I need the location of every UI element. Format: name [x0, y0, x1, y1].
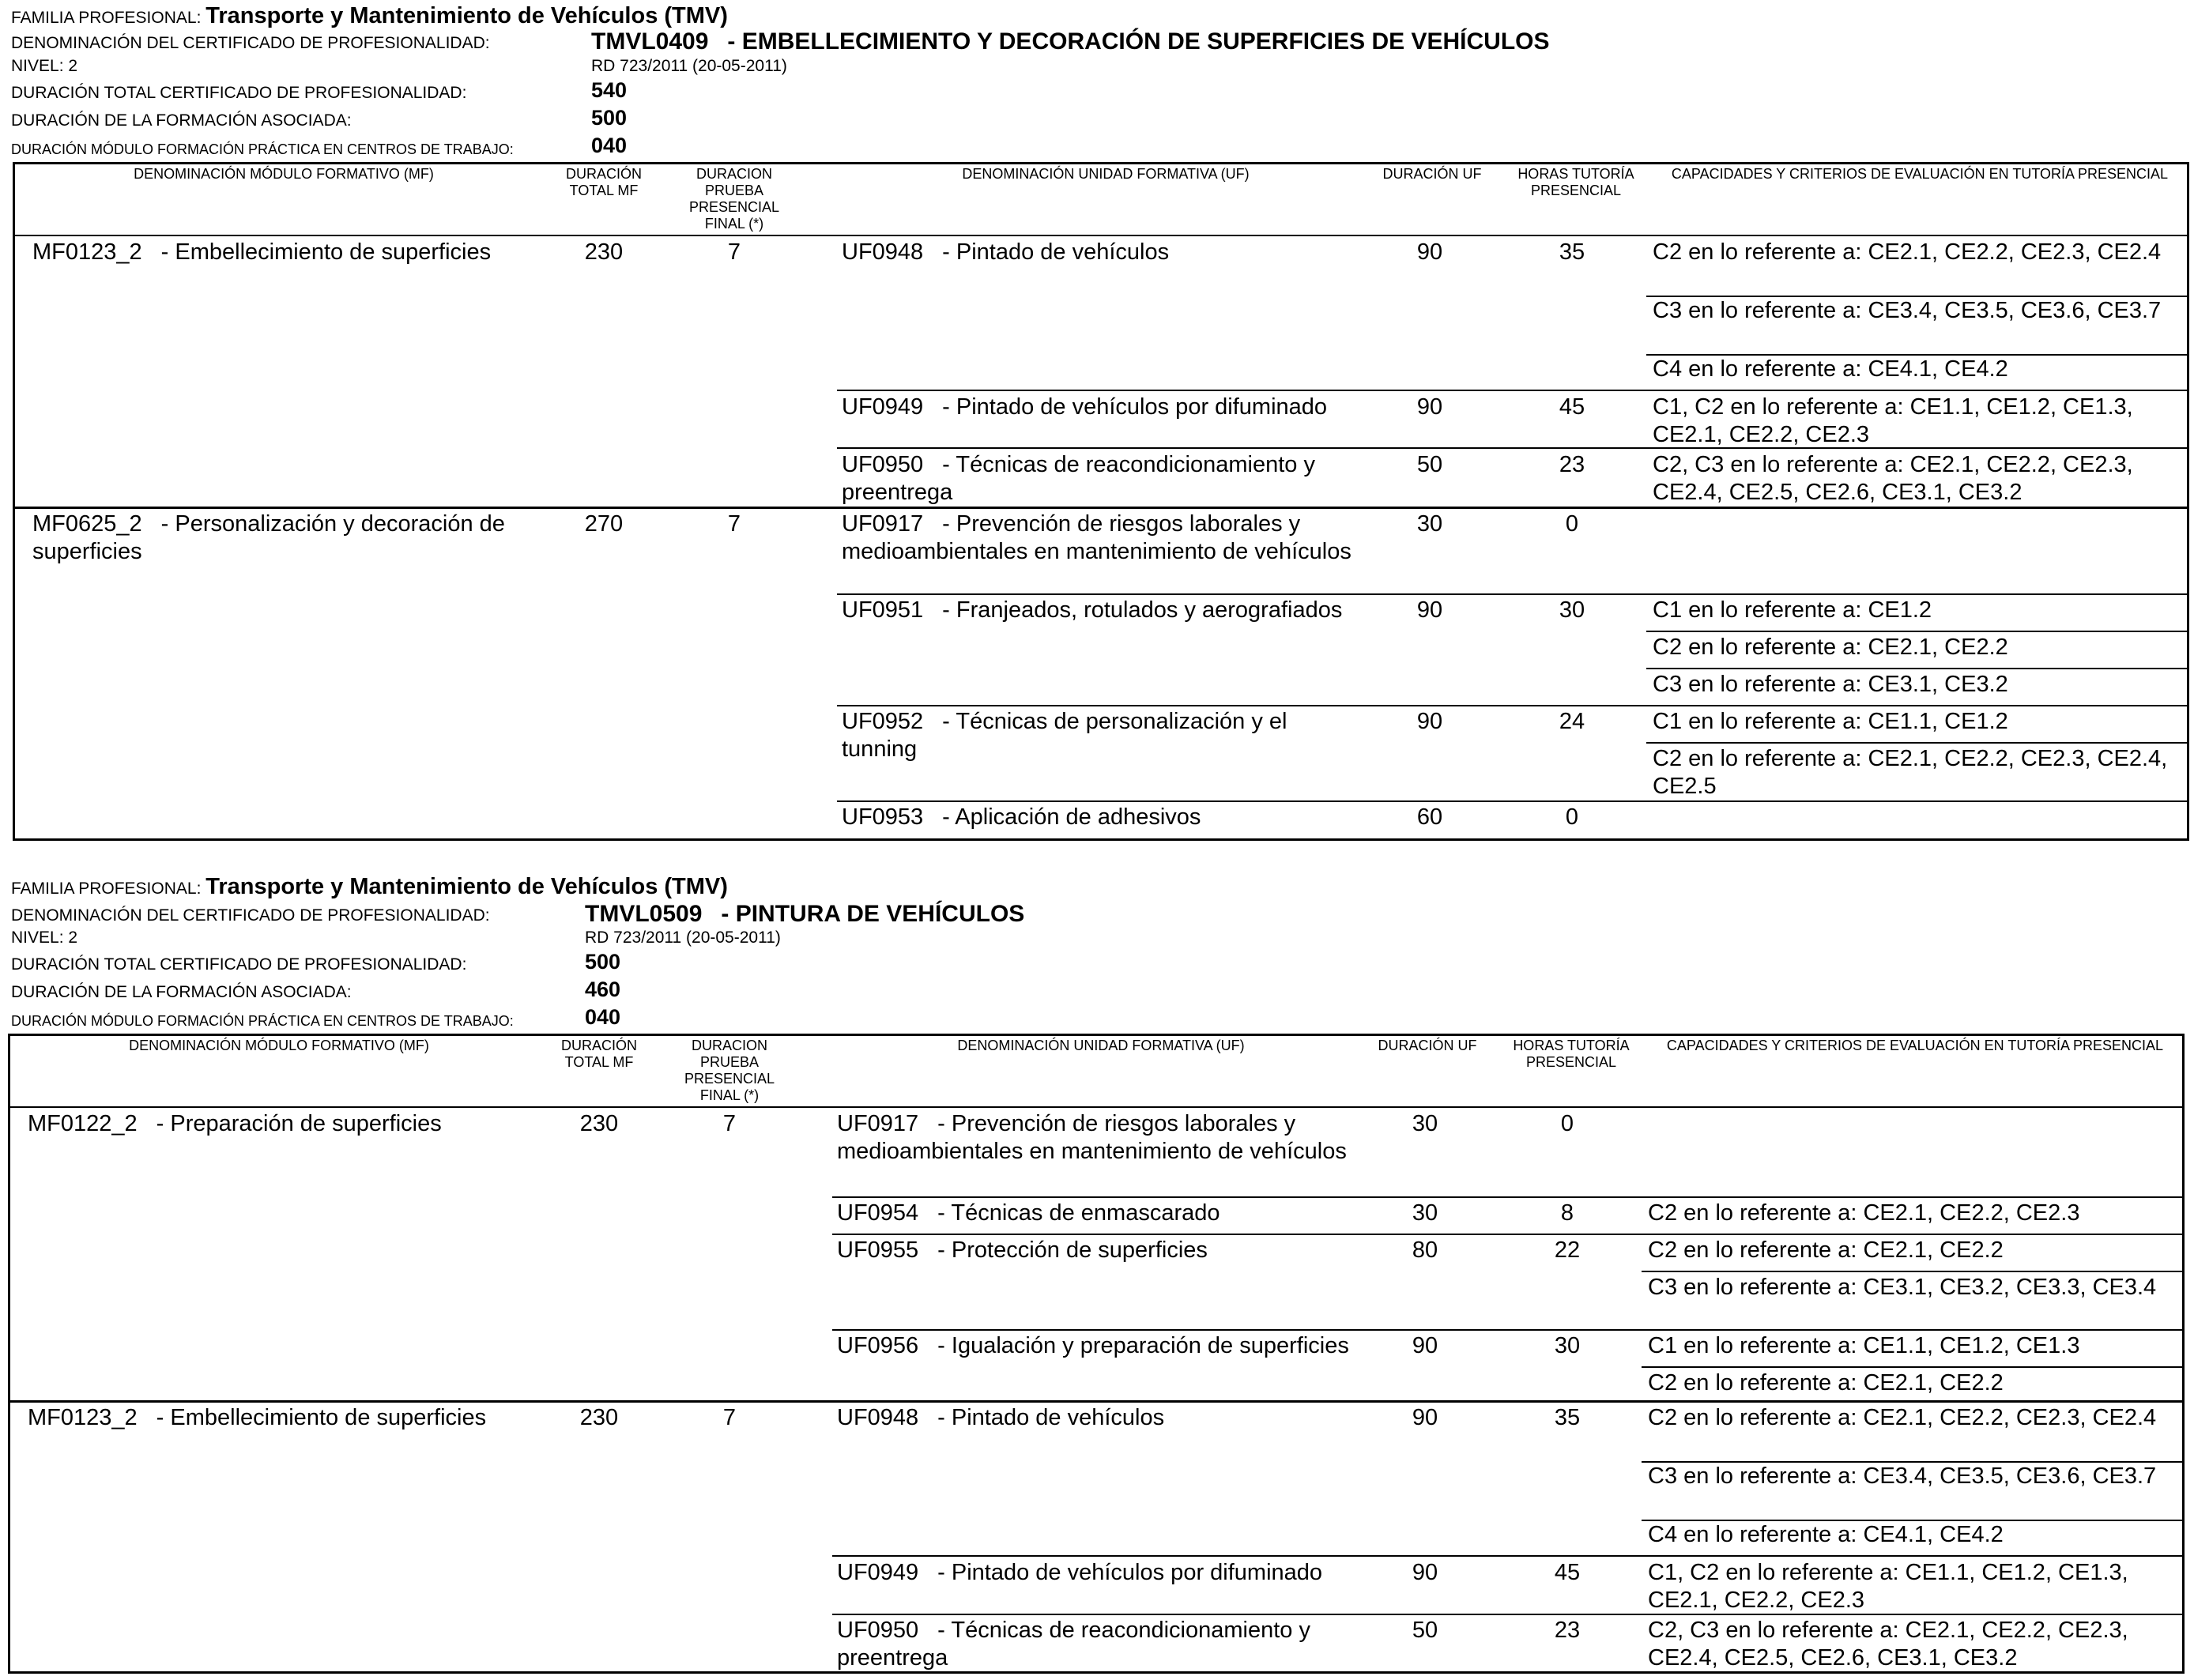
criterio-rule: [1642, 1366, 2182, 1368]
duracion-practica-label: DURACIÓN MÓDULO FORMACIÓN PRÁCTICA EN CENTROS DE TRABAJO:: [11, 1013, 514, 1029]
criterio-text: C2 en lo referente a: CE2.1, CE2.2, CE2.3, CE2.4: [1653, 239, 2162, 265]
nivel-label: NIVEL: 2: [11, 929, 78, 947]
unit-title: - Aplicación de adhesivos: [942, 804, 1201, 830]
familia-row: [11, 3, 728, 29]
familia-value: Transporte y Mantenimiento de Vehículos (TMV): [205, 3, 728, 28]
header-duracion-uf: DURACIÓN UF: [1378, 1038, 1477, 1053]
unit-name: [842, 451, 1363, 507]
unit-title: - Pintado de vehículos por difuminado: [942, 394, 1328, 420]
unit-rule: [837, 447, 2187, 449]
certificate-code: TMVL0409: [591, 28, 709, 55]
unit-name: [842, 804, 1363, 831]
unit-name: [837, 1559, 1359, 1587]
criterio-text: C4 en lo referente a: CE4.1, CE4.2: [1653, 356, 2008, 382]
module-prueba: 7: [727, 239, 741, 265]
unit-duracion: 50: [1416, 452, 1443, 477]
module-prueba: 7: [727, 511, 741, 537]
unit-rule: [832, 1329, 2182, 1331]
familia-label: FAMILIA PROFESIONAL:: [11, 9, 202, 27]
module-rule: [15, 507, 2187, 509]
unit-title: - Igualación y preparación de superficies: [937, 1333, 1349, 1358]
certificate-title: [591, 28, 1550, 55]
module-code: MF0123_2: [28, 1405, 138, 1430]
module-prueba: 7: [722, 1405, 737, 1430]
header-rule: [15, 235, 2187, 236]
criterio-text: C4 en lo referente a: CE4.1, CE4.2: [1648, 1522, 2004, 1547]
criterio-text: C3 en lo referente a: CE3.4, CE3.5, CE3.6, CE3.7: [1653, 298, 2162, 323]
unit-duracion: 60: [1416, 804, 1443, 830]
unit-name: [837, 1404, 1359, 1432]
header-mf: DENOMINACIÓN MÓDULO FORMATIVO (MF): [129, 1038, 429, 1053]
header-uf: DENOMINACIÓN UNIDAD FORMATIVA (UF): [962, 166, 1250, 182]
unit-horas: 22: [1554, 1237, 1581, 1263]
unit-title: - Prevención de riesgos laborales y medioambientales en mantenimiento de vehículos: [842, 511, 1351, 564]
duracion-total-label: DURACIÓN TOTAL CERTIFICADO DE PROFESIONALIDAD:: [11, 955, 467, 974]
module-prueba: 7: [722, 1111, 737, 1136]
unit-code: UF0954: [837, 1200, 919, 1226]
certificate-code: TMVL0509: [585, 901, 703, 927]
header-duracion-uf: DURACIÓN UF: [1382, 166, 1482, 182]
duracion-total-label: DURACIÓN TOTAL CERTIFICADO DE PROFESIONALIDAD:: [11, 84, 467, 102]
unit-name: [842, 597, 1363, 624]
unit-horas: 35: [1554, 1405, 1581, 1430]
unit-horas: 0: [1565, 804, 1579, 830]
criterio-text: C1, C2 en lo referente a: CE1.1, CE1.2, CE1.3, CE2.1, CE2.2, CE2.3: [1653, 394, 2133, 447]
unit-horas: 0: [1560, 1111, 1574, 1136]
criterio-text: C2 en lo referente a: CE2.1, CE2.2, CE2.3, CE2.4: [1648, 1405, 2157, 1430]
unit-title: - Pintado de vehículos por difuminado: [937, 1560, 1323, 1585]
unit-horas: 45: [1554, 1560, 1581, 1585]
unit-horas: 35: [1559, 239, 1585, 265]
unit-duracion: 30: [1412, 1111, 1438, 1136]
module-name: [32, 510, 538, 566]
unit-rule: [832, 1555, 2182, 1557]
criterio-rule: [1646, 668, 2187, 669]
module-name: [28, 1110, 533, 1138]
criterio-text: C1 en lo referente a: CE1.1, CE1.2: [1653, 709, 2008, 734]
criterio-text: C1, C2 en lo referente a: CE1.1, CE1.2, CE1.3, CE2.1, CE2.2, CE2.3: [1648, 1560, 2128, 1613]
unit-duracion: 90: [1416, 394, 1443, 420]
module-code: MF0122_2: [28, 1111, 138, 1136]
unit-horas: 23: [1559, 452, 1585, 477]
unit-horas: 24: [1559, 709, 1585, 734]
unit-horas: 30: [1559, 597, 1585, 623]
unit-title: - Pintado de vehículos: [937, 1405, 1165, 1430]
unit-rule: [837, 390, 2187, 391]
unit-title: - Franjeados, rotulados y aerografiados: [942, 597, 1343, 623]
unit-title: - Técnicas de reacondicionamiento y preentrega: [842, 452, 1315, 505]
unit-duracion: 30: [1416, 511, 1443, 537]
unit-duracion: 90: [1412, 1560, 1438, 1585]
certificate-title: [585, 901, 1024, 928]
unit-code: UF0950: [842, 452, 924, 477]
unit-code: UF0956: [837, 1333, 919, 1358]
criterio-text: C2 en lo referente a: CE2.1, CE2.2, CE2.3: [1648, 1200, 2080, 1226]
header-mf: DENOMINACIÓN MÓDULO FORMATIVO (MF): [134, 166, 434, 182]
unit-code: UF0955: [837, 1237, 919, 1263]
module-rule: [10, 1400, 2182, 1403]
unit-code: UF0948: [842, 239, 924, 265]
familia-row: [11, 874, 728, 900]
duracion-total-value: 540: [591, 78, 628, 102]
criterio-rule: [1646, 742, 2187, 744]
module-duracion: 230: [584, 239, 624, 265]
module-title: - Embellecimiento de superficies: [156, 1405, 487, 1430]
criterio-text: C2 en lo referente a: CE2.1, CE2.2: [1648, 1237, 2004, 1263]
duracion-formacion-value: 460: [585, 977, 621, 1001]
denominacion-label: DENOMINACIÓN DEL CERTIFICADO DE PROFESIONALIDAD:: [11, 34, 490, 52]
certificate-name: - PINTURA DE VEHÍCULOS: [721, 901, 1025, 927]
familia-label: FAMILIA PROFESIONAL:: [11, 880, 202, 898]
unit-name: [842, 510, 1363, 566]
duracion-formacion-label: DURACIÓN DE LA FORMACIÓN ASOCIADA:: [11, 111, 352, 130]
header-capacidades: CAPACIDADES Y CRITERIOS DE EVALUACIÓN EN TUTORÍA PRESENCIAL: [1666, 1038, 2164, 1053]
module-title: - Personalización y decoración de superficies: [32, 511, 505, 564]
unit-name: [837, 1200, 1359, 1227]
unit-duracion: 90: [1416, 597, 1443, 623]
criterio-text: C2, C3 en lo referente a: CE2.1, CE2.2, CE2.3, CE2.4, CE2.5, CE2.6, CE3.1, CE3.2: [1648, 1618, 2128, 1671]
rd-text: RD 723/2011 (20-05-2011): [591, 57, 787, 75]
modules-table: [13, 162, 2189, 841]
module-duracion: 230: [579, 1111, 619, 1136]
modules-table: [8, 1034, 2185, 1674]
unit-code: UF0917: [837, 1111, 919, 1136]
duracion-practica-value: 040: [591, 134, 628, 157]
familia-value: Transporte y Mantenimiento de Vehículos (TMV): [205, 874, 728, 899]
unit-duracion: 80: [1412, 1237, 1438, 1263]
unit-rule: [832, 1196, 2182, 1198]
criterio-text: C2 en lo referente a: CE2.1, CE2.2, CE2.3, CE2.4, CE2.5: [1653, 746, 2168, 799]
header-duracion-mf: DURACIÓN TOTAL MF: [565, 166, 642, 198]
criterio-rule: [1646, 631, 2187, 632]
unit-horas: 23: [1554, 1618, 1581, 1643]
header-prueba: DURACION PRUEBA PRESENCIAL FINAL (*): [688, 166, 780, 232]
unit-horas: 8: [1560, 1200, 1574, 1226]
criterio-text: C3 en lo referente a: CE3.4, CE3.5, CE3.6, CE3.7: [1648, 1463, 2157, 1489]
unit-name: [837, 1110, 1359, 1166]
criterio-text: C3 en lo referente a: CE3.1, CE3.2, CE3.3, CE3.4: [1648, 1275, 2157, 1300]
criterio-text: C3 en lo referente a: CE3.1, CE3.2: [1653, 672, 2008, 697]
criterio-text: C1 en lo referente a: CE1.1, CE1.2, CE1.3: [1648, 1333, 2080, 1358]
unit-title: - Pintado de vehículos: [942, 239, 1170, 265]
module-duracion: 230: [579, 1405, 619, 1430]
unit-duracion: 90: [1416, 239, 1443, 265]
unit-title: - Técnicas de personalización y el tunning: [842, 709, 1287, 762]
header-prueba: DURACION PRUEBA PRESENCIAL FINAL (*): [684, 1038, 775, 1103]
certificate-name: - EMBELLECIMIENTO Y DECORACIÓN DE SUPERFICIES DE VEHÍCULOS: [727, 28, 1550, 55]
unit-name: [837, 1332, 1359, 1360]
unit-name: [842, 239, 1363, 266]
unit-duracion: 90: [1412, 1405, 1438, 1430]
header-uf: DENOMINACIÓN UNIDAD FORMATIVA (UF): [957, 1038, 1245, 1053]
unit-name: [842, 708, 1363, 763]
unit-code: UF0948: [837, 1405, 919, 1430]
unit-code: UF0917: [842, 511, 924, 537]
criterio-text: C2 en lo referente a: CE2.1, CE2.2: [1653, 635, 2008, 660]
unit-code: UF0953: [842, 804, 924, 830]
unit-name: [837, 1237, 1359, 1264]
module-name: [32, 239, 538, 266]
unit-name: [837, 1617, 1359, 1672]
duracion-formacion-label: DURACIÓN DE LA FORMACIÓN ASOCIADA:: [11, 983, 352, 1001]
unit-title: - Técnicas de reacondicionamiento y preentrega: [837, 1618, 1310, 1671]
criterio-text: C2 en lo referente a: CE2.1, CE2.2: [1648, 1370, 2004, 1396]
module-title: - Preparación de superficies: [156, 1111, 442, 1136]
header-horas: HORAS TUTORÍA PRESENCIAL: [1513, 1038, 1630, 1070]
unit-rule: [832, 1614, 2182, 1615]
criterio-rule: [1642, 1271, 2182, 1272]
unit-horas: 0: [1565, 511, 1579, 537]
unit-rule: [832, 1234, 2182, 1235]
criterio-text: C1 en lo referente a: CE1.2: [1653, 597, 1932, 623]
module-title: - Embellecimiento de superficies: [160, 239, 492, 265]
header-rule: [10, 1106, 2182, 1108]
unit-title: - Técnicas de enmascarado: [937, 1200, 1220, 1226]
unit-rule: [837, 593, 2187, 595]
unit-name: [842, 394, 1363, 421]
unit-duracion: 50: [1412, 1618, 1438, 1643]
unit-code: UF0949: [842, 394, 924, 420]
unit-horas: 45: [1559, 394, 1585, 420]
unit-title: - Protección de superficies: [937, 1237, 1208, 1263]
criterio-text: C2, C3 en lo referente a: CE2.1, CE2.2, CE2.3, CE2.4, CE2.5, CE2.6, CE3.1, CE3.2: [1653, 452, 2133, 505]
unit-code: UF0952: [842, 709, 924, 734]
unit-duracion: 90: [1416, 709, 1443, 734]
header-horas: HORAS TUTORÍA PRESENCIAL: [1517, 166, 1634, 198]
module-name: [28, 1404, 533, 1432]
header-capacidades: CAPACIDADES Y CRITERIOS DE EVALUACIÓN EN TUTORÍA PRESENCIAL: [1671, 166, 2169, 182]
module-code: MF0123_2: [32, 239, 142, 265]
unit-code: UF0949: [837, 1560, 919, 1585]
rd-text: RD 723/2011 (20-05-2011): [585, 929, 781, 947]
duracion-practica-label: DURACIÓN MÓDULO FORMACIÓN PRÁCTICA EN CENTROS DE TRABAJO:: [11, 141, 514, 157]
unit-duracion: 30: [1412, 1200, 1438, 1226]
unit-duracion: 90: [1412, 1333, 1438, 1358]
module-duracion: 270: [584, 511, 624, 537]
unit-rule: [837, 705, 2187, 706]
unit-title: - Prevención de riesgos laborales y medioambientales en mantenimiento de vehículos: [837, 1111, 1347, 1164]
unit-code: UF0951: [842, 597, 924, 623]
duracion-formacion-value: 500: [591, 106, 628, 130]
unit-horas: 30: [1554, 1333, 1581, 1358]
denominacion-label: DENOMINACIÓN DEL CERTIFICADO DE PROFESIONALIDAD:: [11, 906, 490, 925]
unit-rule: [837, 800, 2187, 802]
unit-code: UF0950: [837, 1618, 919, 1643]
duracion-practica-value: 040: [585, 1005, 621, 1029]
header-duracion-mf: DURACIÓN TOTAL MF: [560, 1038, 637, 1070]
duracion-total-value: 500: [585, 950, 621, 974]
nivel-label: NIVEL: 2: [11, 57, 78, 75]
module-code: MF0625_2: [32, 511, 142, 537]
